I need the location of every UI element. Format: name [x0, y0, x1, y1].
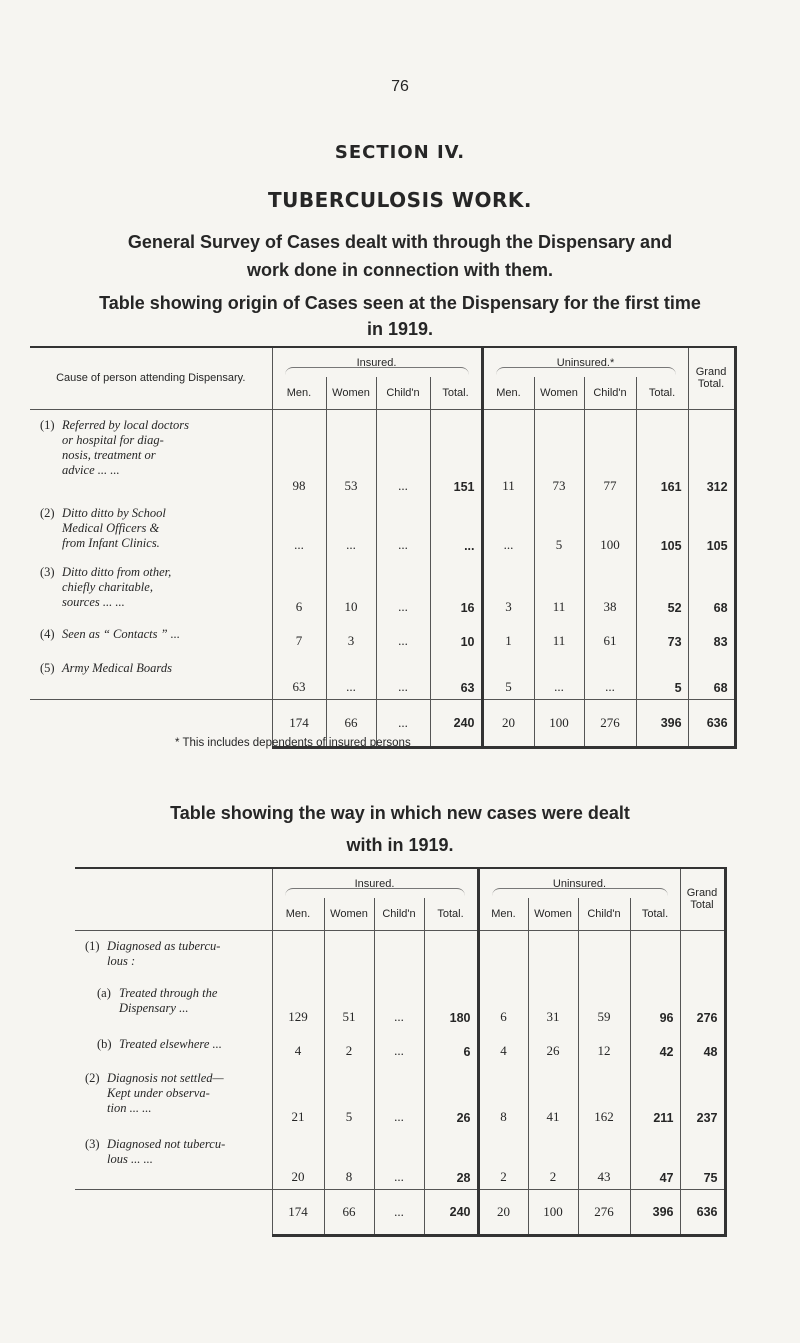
total-cell: 636	[688, 699, 735, 747]
table-cell	[374, 930, 424, 978]
table-cell: 68	[688, 557, 735, 619]
column-header: Men.	[482, 377, 534, 409]
table-cell: 42	[630, 1029, 680, 1063]
total-cell: 100	[534, 699, 584, 747]
grand-total-header: Grand Total.	[688, 347, 735, 409]
table-cell: 237	[680, 1063, 725, 1129]
table-cell: 41	[528, 1063, 578, 1129]
table-row	[75, 978, 725, 1029]
table-cell: 151	[430, 409, 482, 498]
table-cell: ...	[376, 619, 430, 653]
table-cell: 161	[636, 409, 688, 498]
column-header: Total.	[430, 377, 482, 409]
column-header: Child'n	[578, 898, 630, 930]
row-label: (b) Treated elsewhere ...	[97, 1037, 222, 1051]
table-cell: ...	[376, 498, 430, 557]
column-header: Women	[534, 377, 584, 409]
table-cell: 96	[630, 978, 680, 1029]
table-cell: 5	[324, 1063, 374, 1129]
table-cell: 11	[534, 619, 584, 653]
total-cell: 276	[578, 1189, 630, 1235]
table-cell: 59	[578, 978, 630, 1029]
table-cell: 8	[478, 1063, 528, 1129]
table-cell: 63	[272, 653, 326, 699]
table-cell: 5	[482, 653, 534, 699]
table-cell: 73	[636, 619, 688, 653]
table-cell: 38	[584, 557, 636, 619]
table-cell: ...	[326, 498, 376, 557]
row-label: (5) Army Medical Boards	[40, 661, 172, 675]
table-cell	[424, 930, 478, 978]
row-label: (3) Diagnosed not tubercu- lous ... ...	[85, 1137, 226, 1166]
table-cell: 63	[430, 653, 482, 699]
table-cell: 43	[578, 1129, 630, 1189]
table-row	[75, 1029, 725, 1063]
cause-header: Cause of person attending Dispensary.	[30, 347, 272, 409]
table-cell: 312	[688, 409, 735, 498]
total-cell: 20	[482, 699, 534, 747]
table-cell: ...	[374, 1063, 424, 1129]
table-cell: ...	[482, 498, 534, 557]
table-cell: 20	[272, 1129, 324, 1189]
table-cell: 211	[630, 1063, 680, 1129]
column-header: Men.	[272, 377, 326, 409]
table-cell: 83	[688, 619, 735, 653]
total-cell: 66	[324, 1189, 374, 1235]
table-cell: 3	[326, 619, 376, 653]
table-cell: 8	[324, 1129, 374, 1189]
table-row	[75, 930, 725, 978]
page-subtitle: General Survey of Cases dealt with through the Dispensary and work done in connection with them.	[127, 232, 673, 280]
table-cell: 180	[424, 978, 478, 1029]
table-cell: 12	[578, 1029, 630, 1063]
table-cell	[630, 930, 680, 978]
total-cell: 276	[584, 699, 636, 747]
table-cell: ...	[376, 653, 430, 699]
table-cell: ...	[430, 498, 482, 557]
table-cell: 162	[578, 1063, 630, 1129]
section-heading: SECTION IV.	[334, 142, 466, 163]
table-cell: ...	[584, 653, 636, 699]
total-cell: 636	[680, 1189, 725, 1235]
totals-label	[75, 1189, 272, 1235]
table-row	[75, 1063, 725, 1129]
table-cell: 3	[482, 557, 534, 619]
total-cell: 174	[272, 699, 326, 747]
total-cell: 100	[528, 1189, 578, 1235]
page-number: 76	[391, 78, 409, 95]
column-header: Total.	[630, 898, 680, 930]
table-cell: ...	[272, 498, 326, 557]
table-cell: ...	[534, 653, 584, 699]
table-cell: 2	[528, 1129, 578, 1189]
table-cell: 11	[534, 557, 584, 619]
table-cell: 105	[636, 498, 688, 557]
new-cases-table	[75, 867, 727, 1237]
table-cell: 51	[324, 978, 374, 1029]
footnote: * This includes dependents of insured persons	[175, 737, 411, 749]
table-cell: 2	[478, 1129, 528, 1189]
table2-caption: Table showing the way in which new cases were dealt with in 1919.	[170, 803, 630, 855]
table-cell: 26	[424, 1063, 478, 1129]
table-cell: 10	[326, 557, 376, 619]
table-cell: 129	[272, 978, 324, 1029]
table-row	[30, 557, 735, 619]
column-header: Women	[528, 898, 578, 930]
table-cell: 5	[636, 653, 688, 699]
table-cell	[272, 930, 324, 978]
column-header: Child'n	[376, 377, 430, 409]
table-cell: 2	[324, 1029, 374, 1063]
table-cell: 31	[528, 978, 578, 1029]
totals-row	[75, 1189, 725, 1235]
total-cell: 20	[478, 1189, 528, 1235]
column-header: Child'n	[374, 898, 424, 930]
table-cell: 7	[272, 619, 326, 653]
table-cell: 21	[272, 1063, 324, 1129]
table-cell: 26	[528, 1029, 578, 1063]
table-cell: 6	[478, 978, 528, 1029]
total-cell: 174	[272, 1189, 324, 1235]
table-cell: 98	[272, 409, 326, 498]
table-cell: 100	[584, 498, 636, 557]
total-cell: ...	[376, 699, 430, 747]
table-cell: 6	[272, 557, 326, 619]
table-cell: ...	[374, 978, 424, 1029]
table-cell: 4	[272, 1029, 324, 1063]
page-title: TUBERCULOSIS WORK.	[268, 188, 532, 212]
table-cell: 11	[482, 409, 534, 498]
table-cell: 77	[584, 409, 636, 498]
table-cell: 61	[584, 619, 636, 653]
table1-caption: Table showing origin of Cases seen at the Dispensary for the first time in 1919.	[99, 293, 701, 339]
table-cell: 52	[636, 557, 688, 619]
row-label: (2) Ditto ditto by School Medical Officers & from Infant Clinics.	[40, 506, 166, 550]
row-label: (1) Referred by local doctors or hospital for diag- nosis, treatment or advice ... ...	[40, 417, 189, 477]
table-cell: ...	[374, 1029, 424, 1063]
table-cell	[680, 930, 725, 978]
insured-header: Insured.	[272, 868, 478, 898]
row-label: (4) Seen as “ Contacts ” ...	[40, 627, 181, 641]
uninsured-header: Uninsured.	[478, 868, 680, 898]
table-cell	[324, 930, 374, 978]
table-cell: 1	[482, 619, 534, 653]
table-cell: 10	[430, 619, 482, 653]
row-label: (a) Treated through the Dispensary ...	[97, 986, 218, 1015]
grand-total-header: Grand Total	[680, 868, 725, 930]
table-cell: 28	[424, 1129, 478, 1189]
uninsured-header: Uninsured.*	[482, 347, 688, 377]
table-cell: ...	[326, 653, 376, 699]
column-header: Men.	[272, 898, 324, 930]
blank-header	[75, 868, 272, 930]
table-row	[30, 653, 735, 699]
table-cell: 53	[326, 409, 376, 498]
table-cell	[478, 930, 528, 978]
column-header: Total.	[636, 377, 688, 409]
table-cell: 6	[424, 1029, 478, 1063]
column-header: Women	[326, 377, 376, 409]
table-cell: 47	[630, 1129, 680, 1189]
table-cell	[528, 930, 578, 978]
table-cell: 276	[680, 978, 725, 1029]
insured-header: Insured.	[272, 347, 482, 377]
table-cell: 73	[534, 409, 584, 498]
total-cell: 240	[430, 699, 482, 747]
column-header: Women	[324, 898, 374, 930]
table-row	[75, 1129, 725, 1189]
table-cell: 16	[430, 557, 482, 619]
total-cell: 396	[636, 699, 688, 747]
table-cell: ...	[374, 1129, 424, 1189]
table-cell: 48	[680, 1029, 725, 1063]
table-cell: 68	[688, 653, 735, 699]
column-header: Total.	[424, 898, 478, 930]
table-cell: 105	[688, 498, 735, 557]
table-row	[30, 619, 735, 653]
table-cell: 4	[478, 1029, 528, 1063]
column-header: Child'n	[584, 377, 636, 409]
total-cell: 396	[630, 1189, 680, 1235]
column-header: Men.	[478, 898, 528, 930]
total-cell: 66	[326, 699, 376, 747]
table-cell: 5	[534, 498, 584, 557]
table-cell: 75	[680, 1129, 725, 1189]
table-row	[30, 409, 735, 498]
table-cell: ...	[376, 557, 430, 619]
table-cell	[578, 930, 630, 978]
row-label: (2) Diagnosis not settled— Kept under observa- tion ... ...	[85, 1071, 224, 1115]
table-row	[30, 498, 735, 557]
row-label: (1) Diagnosed as tubercu- lous :	[85, 938, 221, 968]
table-cell: ...	[376, 409, 430, 498]
total-cell: ...	[374, 1189, 424, 1235]
row-label: (3) Ditto ditto from other, chiefly charitable, sources ... ...	[40, 565, 172, 609]
origin-of-cases-table	[30, 346, 737, 749]
total-cell: 240	[424, 1189, 478, 1235]
